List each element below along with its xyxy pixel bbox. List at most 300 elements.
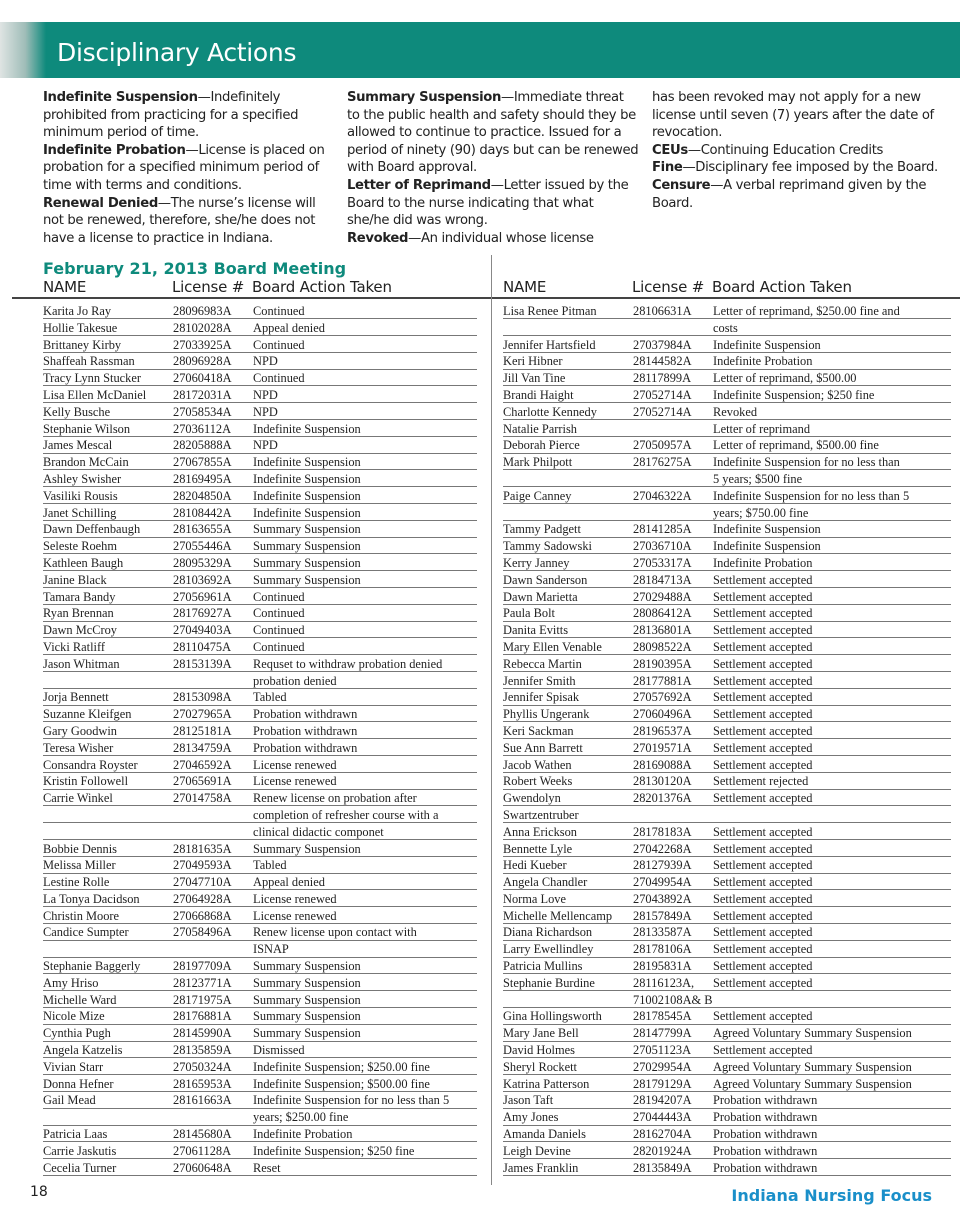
table-row [43, 437, 477, 454]
row-rule [503, 1175, 951, 1176]
row-name: Tammy Padgett [503, 522, 581, 537]
row-name: Vicki Ratliff [43, 639, 106, 654]
row-name: Jennifer Smith [503, 673, 576, 688]
table-row [43, 891, 477, 908]
row-license: 28194207A [633, 1093, 692, 1108]
row-action: Continued [253, 623, 305, 638]
row-name: Stephanie Baggerly [43, 959, 141, 974]
row-action: Indefinite Suspension; $250 fine [253, 1143, 415, 1158]
row-name: Tammy Sadowski [503, 539, 592, 554]
table-row [503, 1059, 951, 1076]
row-rule [503, 503, 951, 504]
table-row [503, 370, 951, 387]
row-action: Letter of reprimand, $250.00 fine and costs [713, 304, 900, 335]
table-row [43, 857, 477, 874]
row-name: Michelle Mellencamp [503, 908, 613, 923]
row-license: 27046322A [633, 488, 692, 503]
table-row [43, 387, 477, 404]
row-rule [503, 318, 951, 319]
table-row [503, 975, 951, 1009]
row-action: Appeal denied [253, 875, 325, 890]
row-license: 28117899A [633, 371, 692, 386]
definition-term: Censure [652, 177, 711, 193]
row-name: Cynthia Pugh [43, 1026, 111, 1041]
table-row [503, 303, 951, 337]
table-row [43, 841, 477, 858]
row-action: Requset to withdraw probation denied probation denied [253, 656, 443, 688]
row-rule [503, 469, 951, 470]
row-license: 28178106A [633, 942, 692, 957]
row-action: Settlement accepted [713, 942, 813, 957]
table-row [503, 1109, 951, 1126]
row-action: Settlement accepted [713, 1043, 813, 1058]
table-row [43, 1160, 477, 1177]
row-action: Indefinite Probation [713, 354, 813, 369]
row-action: Continued [253, 304, 305, 318]
row-action: Settlement accepted [713, 858, 813, 873]
table-row [503, 689, 951, 706]
row-action: Indefinite Suspension; $250.00 fine [253, 1059, 430, 1074]
row-name: Kerry Janney [503, 555, 570, 570]
row-name: Tracy Lynn Stucker [43, 371, 141, 386]
definition-term: Renewal Denied [43, 195, 158, 211]
row-name: Lisa Ellen McDaniel [43, 387, 147, 402]
table-row [503, 891, 951, 908]
row-name: Keri Hibner [503, 354, 563, 369]
table-row [503, 521, 951, 538]
row-name: Amanda Daniels [503, 1127, 586, 1142]
row-action: Settlement accepted [713, 639, 813, 654]
table-row [43, 656, 477, 690]
row-license: 28176927A [173, 606, 232, 621]
row-license: 28086412A [633, 606, 692, 621]
row-rule [43, 805, 477, 806]
row-license: 28153098A [173, 690, 232, 705]
row-name: Nicole Mize [43, 1009, 105, 1024]
row-name: Brandi Haight [503, 387, 574, 402]
row-action: Settlement accepted [713, 757, 813, 772]
definition-term: Letter of Reprimand [347, 177, 491, 193]
table-row [503, 773, 951, 790]
table-row [503, 841, 951, 858]
table-row [43, 622, 477, 639]
table-row [43, 723, 477, 740]
table-row [503, 454, 951, 488]
row-license: 28197709A [173, 959, 232, 974]
row-license: 27056961A [173, 589, 232, 604]
row-action: Tabled [253, 858, 287, 873]
row-action: Indefinite Suspension; $250 fine [713, 387, 875, 402]
row-action: Indefinite Suspension [253, 471, 361, 486]
row-license: 28171975A [173, 992, 232, 1007]
definition [347, 230, 639, 248]
table-row [503, 1042, 951, 1059]
row-action: Summary Suspension [253, 1009, 361, 1024]
definition [652, 177, 944, 212]
row-action: Indefinite Suspension for no less than 5 years; $750.00 fine [713, 488, 910, 520]
row-name: Karita Jo Ray [43, 304, 112, 318]
row-action: Indefinite Suspension; $500.00 fine [253, 1076, 430, 1091]
row-action: NPD [253, 354, 278, 369]
row-name: Hollie Takesue [43, 320, 118, 335]
row-rule [43, 940, 477, 941]
row-action: Summary Suspension [253, 975, 361, 990]
row-license: 27055446A [173, 539, 232, 554]
row-name: Carrie Winkel [43, 791, 113, 806]
row-license: 27052714A [633, 387, 692, 402]
table-row [43, 471, 477, 488]
row-license: 28169088A [633, 757, 692, 772]
table-row [43, 320, 477, 337]
actions-table-left [43, 303, 477, 1176]
table-row [43, 975, 477, 992]
definition-term: CEUs [652, 142, 688, 158]
definition-term: Fine [652, 160, 683, 176]
row-action: Settlement accepted [713, 572, 813, 587]
publication-name: Indiana Nursing Focus [731, 1186, 932, 1205]
row-action: NPD [253, 404, 278, 419]
row-action: Probation withdrawn [713, 1127, 818, 1142]
row-name: Katrina Patterson [503, 1076, 590, 1091]
row-name: Mary Ellen Venable [503, 639, 602, 654]
row-action: Settlement accepted [713, 975, 813, 990]
row-name: Natalie Parrish [503, 421, 577, 436]
row-action: Tabled [253, 690, 287, 705]
row-license: 27046592A [173, 757, 232, 772]
table-row [43, 555, 477, 572]
row-name: Norma Love [503, 891, 566, 906]
table-row [503, 757, 951, 774]
row-name: Amy Jones [503, 1110, 559, 1125]
definition-text: —Continuing Education Credits [687, 142, 884, 158]
row-action: Indefinite Suspension [713, 539, 821, 554]
row-name: Lestine Rolle [43, 875, 110, 890]
row-name: Leigh Devine [503, 1143, 571, 1158]
table-row [43, 353, 477, 370]
row-license: 27047710A [173, 875, 232, 890]
table-row [43, 589, 477, 606]
row-license: 27029488A [633, 589, 692, 604]
row-action: Dismissed [253, 1043, 305, 1058]
row-name: Charlotte Kennedy [503, 404, 597, 419]
row-name: Patricia Mullins [503, 959, 583, 974]
row-name: Lisa Renee Pitman [503, 304, 597, 318]
row-name: Donna Hefner [43, 1076, 114, 1091]
definition-text: has been revoked may not apply for a new license until seven (7) years after the date of revocation. [652, 90, 934, 141]
row-action: Settlement accepted [713, 606, 813, 621]
table-row [503, 421, 951, 438]
row-license: 27067855A [173, 455, 232, 470]
table-row [43, 908, 477, 925]
row-action: Indefinite Suspension [253, 505, 361, 520]
row-action: Agreed Voluntary Summary Suspension [713, 1076, 912, 1091]
row-license: 27036710A [633, 539, 692, 554]
row-action: Indefinite Suspension for no less than 5 years; $250.00 fine [253, 1093, 450, 1125]
row-action: Indefinite Suspension for no less than 5 years; $500 fine [713, 455, 900, 486]
table-row [43, 773, 477, 790]
row-action: Summary Suspension [253, 959, 361, 974]
table-row [43, 790, 477, 840]
row-action: NPD [253, 387, 278, 402]
table-row [43, 521, 477, 538]
table-row [503, 958, 951, 975]
row-action: Settlement accepted [713, 690, 813, 705]
row-license: 28195831A [633, 959, 692, 974]
row-action: Settlement accepted [713, 841, 813, 856]
row-rule [503, 990, 951, 991]
row-license: 28176881A [173, 1009, 232, 1024]
row-name: Jill Van Tine [503, 371, 566, 386]
row-license: 28116123A, 71002108A& B [633, 975, 713, 1007]
row-license: 27064928A [173, 891, 232, 906]
table-row [503, 824, 951, 841]
page-title: Disciplinary Actions [57, 38, 297, 67]
row-action: Indefinite Probation [253, 1127, 353, 1142]
row-action: Continued [253, 337, 305, 352]
row-license: 27027965A [173, 707, 232, 722]
row-action: Indefinite Probation [713, 555, 813, 570]
table-row [503, 538, 951, 555]
row-name: Paula Bolt [503, 606, 555, 621]
row-action: Settlement accepted [713, 589, 813, 604]
definitions-column-3 [652, 89, 944, 212]
row-action: Settlement accepted [713, 959, 813, 974]
row-action: Summary Suspension [253, 572, 361, 587]
table-row [503, 706, 951, 723]
table-row [43, 958, 477, 975]
row-action: Summary Suspension [253, 522, 361, 537]
table-row [43, 404, 477, 421]
row-action: Settlement accepted [713, 791, 813, 806]
row-action: Indefinite Suspension [253, 421, 361, 436]
row-action: Letter of reprimand [713, 421, 811, 436]
row-action: Settlement accepted [713, 875, 813, 890]
row-action: Continued [253, 606, 305, 621]
table-row [43, 874, 477, 891]
row-license: 27019571A [633, 740, 692, 755]
row-license: 27042268A [633, 841, 692, 856]
row-license: 27060418A [173, 371, 232, 386]
row-name: Paige Canney [503, 488, 572, 503]
row-name: Amy Hriso [43, 975, 99, 990]
definitions-column-1 [43, 89, 335, 247]
table-row [503, 1076, 951, 1093]
row-action: Indefinite Suspension [253, 455, 361, 470]
table-row [43, 488, 477, 505]
column-header-name-right: NAME [503, 278, 547, 296]
row-action: Probation withdrawn [713, 1110, 818, 1125]
definition [652, 159, 944, 177]
row-action: Summary Suspension [253, 841, 361, 856]
row-name: Shaffeah Rassman [43, 354, 135, 369]
row-action: License renewed [253, 891, 337, 906]
row-action: Summary Suspension [253, 1026, 361, 1041]
row-license: 27014758A [173, 791, 232, 806]
row-license: 27050324A [173, 1059, 232, 1074]
row-license: 27052714A [633, 404, 692, 419]
table-row [43, 337, 477, 354]
row-action: Continued [253, 639, 305, 654]
table-row [43, 1008, 477, 1025]
table-row [43, 572, 477, 589]
definition-term: Indefinite Probation [43, 142, 186, 158]
row-action: Settlement accepted [713, 824, 813, 839]
row-name: Tamara Bandy [43, 589, 116, 604]
table-row [43, 757, 477, 774]
row-action: Appeal denied [253, 320, 325, 335]
row-action: Indefinite Suspension [713, 337, 821, 352]
row-name: Danita Evitts [503, 623, 569, 638]
row-license: 28141285A [633, 522, 692, 537]
row-action: Probation withdrawn [713, 1093, 818, 1108]
row-license: 28181635A [173, 841, 232, 856]
row-license: 28178183A [633, 824, 692, 839]
table-row [503, 387, 951, 404]
row-action: Continued [253, 589, 305, 604]
row-license: 28165953A [173, 1076, 232, 1091]
row-license: 27050957A [633, 438, 692, 453]
table-row [43, 1059, 477, 1076]
row-action: Settlement accepted [713, 656, 813, 671]
row-name: Angela Chandler [503, 875, 588, 890]
table-row [43, 924, 477, 958]
row-license: 27061128A [173, 1143, 232, 1158]
table-row [43, 1025, 477, 1042]
row-rule [43, 671, 477, 672]
row-license: 27049403A [173, 623, 232, 638]
row-name: Deborah Pierce [503, 438, 580, 453]
row-name: Phyllis Ungerank [503, 707, 590, 722]
row-rule [43, 822, 477, 823]
row-license: 28098522A [633, 639, 692, 654]
row-action: Agreed Voluntary Summary Suspension [713, 1026, 912, 1041]
row-action: Settlement accepted [713, 740, 813, 755]
row-action: Indefinite Suspension [713, 522, 821, 537]
row-name: Dawn Deffenbaugh [43, 522, 141, 537]
row-license: 28177881A [633, 673, 692, 688]
row-license: 28147799A [633, 1026, 692, 1041]
row-license: 28110475A [173, 639, 232, 654]
row-license: 28179129A [633, 1076, 692, 1091]
row-license: 27029954A [633, 1059, 692, 1074]
table-row [503, 673, 951, 690]
row-license: 28125181A [173, 723, 232, 738]
header-accent [0, 22, 46, 78]
actions-table-right [503, 303, 951, 1176]
row-license: 28145680A [173, 1127, 232, 1142]
row-license: 28184713A [633, 572, 692, 587]
definition [43, 195, 335, 248]
row-license: 28096928A [173, 354, 232, 369]
row-name: Larry Ewellindley [503, 942, 594, 957]
row-action: License renewed [253, 757, 337, 772]
table-row [503, 723, 951, 740]
row-name: Bennette Lyle [503, 841, 573, 856]
definition [347, 89, 639, 177]
row-name: Mark Philpott [503, 455, 573, 470]
definition-text: —License is placed on probation for a specified minimum period of time with terms and conditions. [43, 142, 325, 193]
row-action: Revoked [713, 404, 758, 419]
row-license: 28162704A [633, 1127, 692, 1142]
row-action: Settlement accepted [713, 891, 813, 906]
row-action: Renew license upon contact with ISNAP [253, 925, 417, 957]
row-license: 28153139A [173, 656, 232, 671]
row-action: Letter of reprimand, $500.00 [713, 371, 857, 386]
row-name: David Holmes [503, 1043, 575, 1058]
table-row [43, 303, 477, 320]
table-row [503, 437, 951, 454]
row-name: Anna Erickson [503, 824, 577, 839]
row-name: Diana Richardson [503, 925, 593, 940]
row-license: 28169495A [173, 471, 232, 486]
table-row [43, 1143, 477, 1160]
table-row [503, 337, 951, 354]
row-license: 28103692A [173, 572, 232, 587]
row-action: Settlement accepted [713, 908, 813, 923]
row-license: 27066868A [173, 908, 232, 923]
row-rule [43, 1108, 477, 1109]
row-action: Probation withdrawn [253, 723, 358, 738]
row-name: La Tonya Dacidson [43, 891, 140, 906]
row-license: 28106631A [633, 304, 692, 318]
table-row [43, 605, 477, 622]
row-license: 28178545A [633, 1009, 692, 1024]
row-name: Sue Ann Barrett [503, 740, 583, 755]
row-license: 28201376A [633, 791, 692, 806]
row-license: 28096983A [173, 304, 232, 318]
row-name: Consandra Royster [43, 757, 138, 772]
row-license: 27065691A [173, 774, 232, 789]
table-row [503, 404, 951, 421]
row-license: 27049593A [173, 858, 232, 873]
row-name: Brandon McCain [43, 455, 129, 470]
definition-text: —Letter issued by the Board to the nurse indicating that what she/he did was wrong. [347, 177, 629, 229]
definition-text: —A verbal reprimand given by the Board. [652, 177, 927, 211]
row-name: Vasiliki Rousis [43, 488, 118, 503]
row-license: 28205888A [173, 438, 232, 453]
row-name: Jennifer Hartsfield [503, 337, 596, 352]
row-license: 28095329A [173, 555, 232, 570]
row-license: 28135859A [173, 1043, 232, 1058]
row-name: Carrie Jaskutis [43, 1143, 117, 1158]
column-divider [491, 255, 492, 1185]
table-row [43, 1042, 477, 1059]
row-name: Dawn Sanderson [503, 572, 588, 587]
row-license: 28127939A [633, 858, 692, 873]
row-license: 28108442A [173, 505, 232, 520]
definition-term: Summary Suspension [347, 90, 501, 105]
table-row [503, 572, 951, 589]
row-action: Summary Suspension [253, 555, 361, 570]
row-license: 28157849A [633, 908, 692, 923]
row-action: NPD [253, 438, 278, 453]
table-row [503, 555, 951, 572]
row-license: 28134759A [173, 740, 232, 755]
table-row [43, 1076, 477, 1093]
column-header-license: License # [172, 278, 245, 296]
row-name: Seleste Roehm [43, 539, 117, 554]
definition [43, 89, 335, 142]
row-action: Agreed Voluntary Summary Suspension [713, 1059, 912, 1074]
table-row [503, 1143, 951, 1160]
row-name: Brittaney Kirby [43, 337, 122, 352]
definition [347, 177, 639, 230]
row-name: Angela Katzelis [43, 1043, 123, 1058]
table-row [503, 622, 951, 639]
row-name: Jennifer Spisak [503, 690, 580, 705]
definitions-column-2 [347, 89, 639, 247]
row-license: 28190395A [633, 656, 692, 671]
